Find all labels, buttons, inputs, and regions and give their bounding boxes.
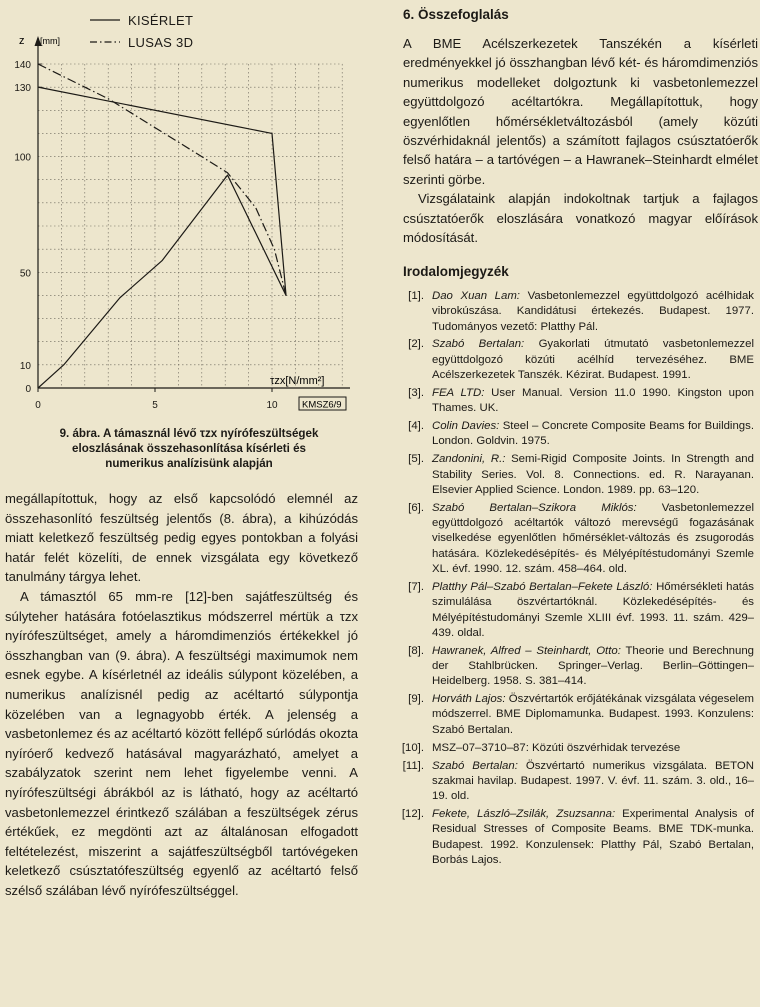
x-tick-label: 0 (35, 400, 41, 411)
reference-item (399, 692, 754, 738)
chart-ticks (14, 60, 278, 411)
y-axis-unit: [mm] (40, 36, 60, 46)
reference-item (399, 289, 754, 335)
reference-author: Dao Xuan Lam: (432, 290, 520, 302)
reference-text (432, 807, 754, 868)
reference-text (432, 580, 754, 641)
reference-item (399, 741, 754, 756)
summary-paragraph: Vizsgálataink alapján indokoltnak tartjuk a fajlagos csúsztatóerők eloszlására vonatkozó magyar előírások módosítását. (403, 191, 758, 246)
figure-caption-line: eloszlásának összehasonlítása kísérleti és (72, 442, 306, 455)
y-tick-label: 50 (19, 268, 31, 280)
reference-author: Szabó Bertalan: (432, 338, 525, 351)
y-tick-label: 130 (14, 83, 31, 95)
reference-number: [11]. (402, 759, 424, 772)
x-axis-label: τzx[N/mm²] (270, 375, 325, 387)
y-tick-label: 10 (19, 360, 31, 372)
reference-item (399, 386, 754, 417)
summary-paragraph: A BME Acélszerkezetek Tanszékén a kísérleti eredményekkel jó összhangban lévő két- és háromdimenziós numerikus modelleket dolgoztunk ki vasbetonlemezzel együttdolgozó acéltartókra. Megállapítottuk, hogy egyenlőtlen hőmérsékletváltozásból (amely közúti öszvérhidaknál jelentős) a számított fajlagos csúsztatóerők felső határa – a tartóvégen – a Hawranek–Steinhardt elmélet szerinti görbe. (403, 36, 758, 187)
reference-text (432, 386, 754, 417)
reference-author: FEA LTD: (432, 386, 485, 399)
reference-number: [3]. (408, 386, 424, 399)
reference-number: [10]. (401, 741, 424, 754)
reference-item (399, 580, 754, 641)
reference-number: [6]. (408, 501, 424, 514)
reference-text (432, 452, 754, 498)
references-list (399, 289, 754, 871)
reference-body: Gyakorlati útmutató vasbetonlemezzel együttdolgozó közúti acélhíd tervezéséhez. BME Acélszerkezetek Tanszék. Kézirat. Budapest. 1991. (432, 338, 754, 382)
reference-author: Szabó Bertalan–Szikora Miklós: (432, 501, 637, 514)
reference-author: Szabó Bertalan: (432, 759, 518, 772)
reference-author: Hawranek, Alfred – Steinhardt, Otto: (432, 644, 621, 657)
reference-item (399, 452, 754, 498)
reference-text (432, 692, 754, 738)
chart-legend (90, 13, 193, 50)
reference-number: [5]. (408, 453, 424, 466)
reference-author: Horváth Lajos: (432, 693, 506, 706)
figure-9 (0, 0, 370, 420)
reference-body: Öszvértartók erőjátékának vizsgálata végeselem módszerrel. BME Diplomamunka. Budapest. 1993. Konzulens: Szabó Bertalan. (432, 693, 755, 736)
stamp-label: KMSZ6/9 (302, 399, 342, 411)
reference-body: Steel – Concrete Composite Beams for Buildings. London. Goldvin. 1975. (432, 420, 754, 448)
reference-text (432, 759, 754, 805)
left-body-text (5, 489, 358, 900)
reference-author: Colin Davies: (432, 420, 500, 433)
reference-text (432, 501, 754, 577)
reference-number: [7]. (408, 580, 424, 593)
reference-number: [2]. (408, 338, 424, 351)
reference-body: Vasbetonlemezzel együttdolgozó acéltartók változó merevségű fogazásának viselkedése egyenlőtlen hőmérséklet-változás és zsugorodás hatására. Közlekedésépítés- és Mélyépítéstudományi Szemle XL. évf. 1990. 12. szám. 458–464. old. (432, 501, 754, 576)
reference-text (432, 289, 754, 335)
y-axis-label: z (19, 35, 25, 47)
reference-item (399, 807, 754, 868)
reference-author: Fekete, László–Zsilák, Zsuzsanna: (432, 808, 616, 821)
reference-number: [12]. (401, 808, 424, 821)
reference-body: Semi-Rigid Composite Joints. In Strength and Stability Series. Vol. 8. Connections. ed. R. Narayanan. Elsevier Applied Science. London. 1989. pp. 63–120. (432, 453, 754, 496)
reference-body: Theorie und Berechnung der Stahlbrücken. Springer–Verlag. Berlin–Göttingen–Heidelberg. 1958. S. 381–414. (432, 644, 754, 688)
reference-body: Vasbetonlemezzel együttdolgozó acélhidak vibrokúszása. Kandidátusi értekezés. Budapest. 1977. Tudományos vezető: Platthy Pál. (432, 290, 754, 333)
x-tick-label: 10 (266, 400, 278, 411)
y-tick-label: 100 (14, 152, 31, 164)
reference-number: [4]. (408, 420, 424, 433)
shear-stress-chart (0, 0, 370, 420)
reference-item (399, 337, 754, 383)
reference-author: Platthy Pál–Szabó Bertalan–Fekete László: (432, 580, 653, 593)
figure-caption-line: 9. ábra. A támasznál lévő τzx nyírófeszültségek (59, 427, 319, 440)
y-tick-label: 140 (14, 60, 31, 71)
reference-author: Zandonini, R.: (432, 453, 506, 466)
reference-number: [1]. (408, 290, 424, 302)
summary-section (403, 34, 758, 247)
reference-item (399, 501, 754, 577)
reference-number: [8]. (408, 644, 424, 657)
chart-grid (38, 64, 342, 388)
x-tick-label: 5 (152, 400, 158, 411)
legend-label: KISÉRLET (128, 13, 194, 28)
reference-item (399, 759, 754, 805)
y-tick-label: 0 (25, 384, 31, 395)
reference-body: User Manual. Version 11.0 1990. Kingston upon Thames. UK. (432, 386, 754, 415)
reference-text (432, 644, 754, 690)
reference-body: MSZ–07–3710–87: Közúti öszvérhidak tervezése (432, 741, 681, 754)
reference-body: Experimental Analysis of Residual Stresses of Composite Beams. BME TDK-munka. Budapest. 1992. Konzulensek: Platthy Pál, Szabó Bertalan, Borbás Lajos. (432, 808, 755, 866)
reference-body: Hőmérsékleti hatás szimulálása öszvértartóknál. Közlekedésépítés- és Mélyépítéstudományi Szemle XLIII évf. 1993. 11. szám. 429–439. oldal. (432, 580, 755, 639)
references-heading: Irodalomjegyzék (403, 264, 509, 279)
reference-text (432, 741, 754, 756)
body-paragraph: megállapítottuk, hogy az első kapcsolódó elemnél az összehasonlító feszültség jelentős (8. ábra), a kihúzódás miatt keletkező feszültség pedig egyes pontokban a folyási határ felét közelíti, de ennek vizsgálata egy következő tanulmány tárgya lehet. (5, 491, 358, 585)
reference-item (399, 644, 754, 690)
left-column (0, 0, 370, 1007)
reference-text (432, 337, 754, 383)
summary-heading: 6. Összefoglalás (403, 7, 509, 22)
reference-number: [9]. (408, 693, 424, 706)
reference-item (399, 419, 754, 450)
body-paragraph: A támasztól 65 mm-re [12]-ben sajátfeszültség és súlyteher hatására fotóelasztikus módszerrel mértük a τzx nyírófeszültséget, amely a háromdimenziós értékekkel jó összhangban van (9. ábra). A feszültségi maximumok nem esnek egybe. A kísérletnél az ideális súlypont közelében, a numerikus analízisnél pedig az acéltartó súlypontja közelében van a legnagyobb érték. A jelenség a vasbetonlemez és az acéltartó között fellépő súrlódás okozta nyíróerő kedvező hatásával magyarázható, amelyet a szabályzatok szerint nem lehet figyelembe venni. A nyírófeszültségi ábrákból az is látható, hogy az acéltartó vasbetonlemezzel érintkező szálában a feszültségek zérus értékűek, ez megdönti azt az általánosan elfogadott feltételezést, miszerint a sajátfeszültségből tartóvégeken keletkező csúsztatófeszültség egyenlő az acéltartó felső szélső szálában lévő nyírófeszültséggel. (5, 588, 359, 898)
right-column (393, 0, 760, 1007)
figure-caption (20, 426, 358, 471)
legend-label: LUSAS 3D (128, 35, 194, 50)
chart-axes (35, 36, 351, 388)
figure-caption-line: numerikus analízisünk alapján (105, 457, 273, 470)
reference-text (432, 419, 754, 450)
reference-body: Öszvértartó numerikus vizsgálata. BETON szakmai havilap. Budapest. 1997. V. évf. 11. szám. 3. old., 16–19. old. (432, 759, 754, 803)
